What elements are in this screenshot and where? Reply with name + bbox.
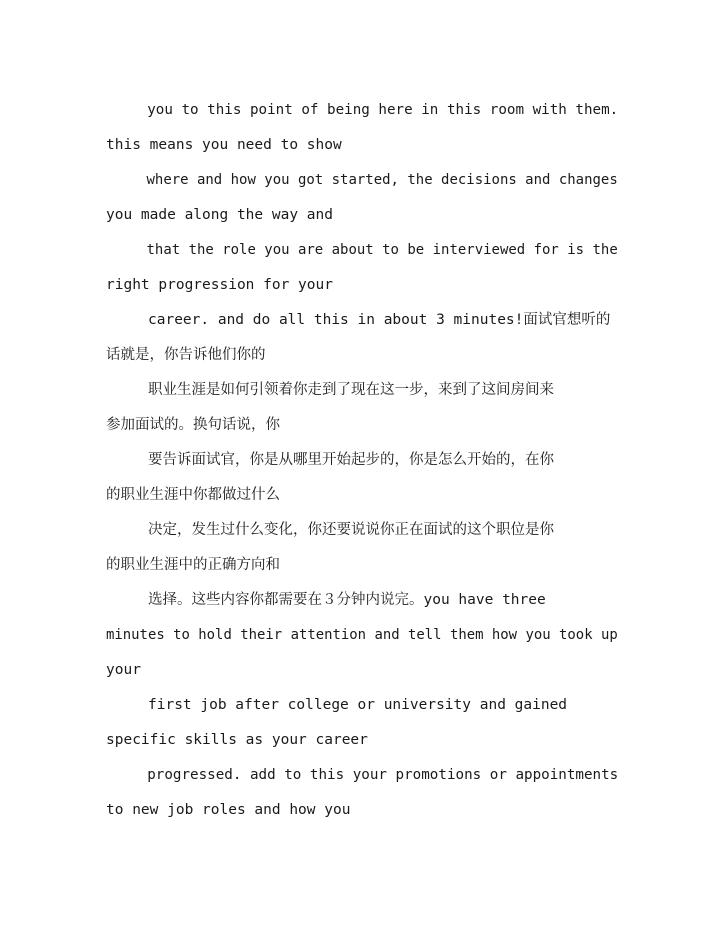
text-line: to new job roles and how you bbox=[106, 802, 351, 818]
text-line: minutes to hold their attention and tell them how you took up bbox=[106, 627, 618, 643]
text-line: 话就是，你告诉他们你的 bbox=[106, 347, 266, 363]
text-line: 要告诉面试官，你是从哪里开始起步的，你是怎么开始的，在你 bbox=[148, 452, 554, 468]
text-line: 选择。这些内容你都需要在３分钟内说完。you have three bbox=[148, 592, 546, 608]
text-line: specific skills as your career bbox=[106, 732, 368, 748]
text-line: that the role you are about to be interviewed for is the bbox=[146, 242, 618, 258]
text-line: progressed. add to this your promotions or appointments bbox=[147, 767, 619, 783]
text-line: you made along the way and bbox=[106, 207, 333, 223]
text-line: career. and do all this in about 3 minutes!面试官想听的 bbox=[148, 312, 611, 328]
text-line: your bbox=[106, 662, 141, 678]
document-body bbox=[106, 93, 619, 828]
text-line: 的职业生涯中的正确方向和 bbox=[106, 557, 280, 573]
text-line: 决定，发生过什么变化，你还要说说你正在面试的这个职位是你 bbox=[148, 522, 554, 538]
text-line: right progression for your bbox=[106, 277, 333, 293]
text-line: first job after college or university and gained bbox=[148, 697, 568, 713]
text-line: you to this point of being here in this room with them. bbox=[147, 102, 619, 118]
text-line: this means you need to show bbox=[106, 137, 342, 153]
text-line: 的职业生涯中你都做过什么 bbox=[106, 487, 280, 503]
text-line: 职业生涯是如何引领着你走到了现在这一步，来到了这间房间来 bbox=[148, 382, 554, 398]
text-line: where and how you got started, the decisions and changes bbox=[146, 172, 618, 188]
text-line: 参加面试的。换句话说，你 bbox=[106, 417, 280, 433]
